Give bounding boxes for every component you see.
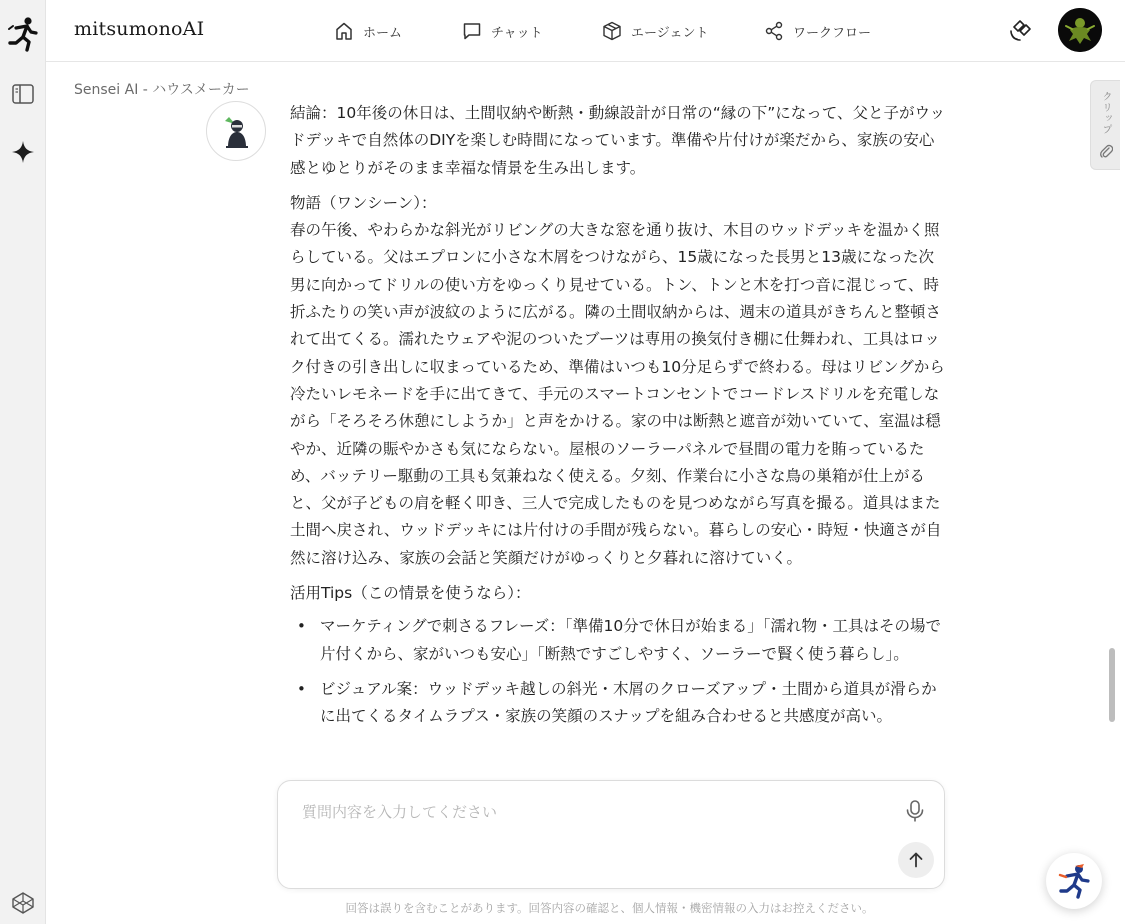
home-icon [334, 21, 354, 41]
app-title[interactable]: mitsumonoAI [74, 18, 205, 40]
user-avatar[interactable] [1058, 8, 1102, 52]
story-heading: 物語（ワンシーン）： [290, 193, 437, 212]
assistant-message [290, 100, 946, 731]
nav-home-label: ホーム [363, 25, 403, 41]
list-item: • マーケティングで刺さるフレーズ：「準備10分で休日が始まる」「濡れ物・工具はその場で片付くから、家がいつも安心」「断熱ですごしやすく、ソーラーで賢く使う暮らし」。 [290, 613, 946, 668]
list-item: • ビジュアル案：ウッドデッキ越しの斜光・木屑のクローズアップ・土間から道具が滑らかに出てくるタイムラプス・家族の笑顔のスナップを組み合わせると共感度が高い。 [290, 676, 946, 731]
assistant-fab-button[interactable] [1046, 853, 1102, 909]
arrow-up-icon [907, 851, 925, 869]
scrollbar-thumb[interactable] [1109, 648, 1115, 722]
content-scrollbar[interactable] [1106, 62, 1119, 770]
sidebar-toggle-icon[interactable] [0, 84, 46, 104]
left-rail [0, 0, 46, 924]
nav-workflow[interactable] [764, 0, 871, 62]
clip-tab-label: クリップ [1100, 91, 1111, 135]
share-nodes-icon [764, 21, 784, 41]
tips-heading: 活用Tips（この情景を使うなら）： [290, 584, 531, 603]
nav-chat[interactable] [462, 0, 543, 62]
nav-home[interactable] [334, 0, 402, 62]
bot-avatar [206, 101, 266, 161]
tips-list [290, 613, 946, 730]
conclusion-text: 結論：10年後の休日は、土間収納や断熱・動線設計が日常の“縁の下”になって、父と子がウッドデッキで自然体のDIYを楽しむ時間になっています。準備や片付けが楽だから、家族の安心感とゆとりがそのまま幸福な情景を生み出します。 [290, 104, 946, 177]
story-text: 春の午後、やわらかな斜光がリビングの大きな窓を通り抜け、木目のウッドデッキを温かく照らしている。父はエプロンに小さな木屑をつけながら、15歳になった長男と13歳になった次男に向かってドリルの使い方をゆっくり見せている。トン、トンと木を打つ音に混じって、時折ふたりの笑い声が波紋のように広がる。隣の土間収納からは、週末の道具がきちんと整頓されて出てくる。濡れたウェアや泥のついたブーツは専用の換気付き棚に仕舞われ、工具はロック付きの引き出しに収まっているため、準備はいつも10分足らずで終わる。母はリビングから冷たいレモネードを手に出てきて、手元のスマートコンセントでコードレスドリルを充電しながら「そろそろ休憩にしようか」と声をかける。家の中は断熱と遮音が効いていて、室温は穏やか、近隣の賑やかさも気にならない。屋根のソーラーパネルで昼間の電力を賄っているため、バッテリー駆動の工具も気兼ねなく使える。夕刻、作業台に小さな鳥の巣箱が仕上がると、父が子どもの肩を軽く叩き、三人で完成したものを見つめながら写真を撮る。道具はまた土間へ戻され、ウッドデッキには片付けの手間が残らない。暮らしの安心・時短・快適さが自然に溶け込み、家族の会話と笑顔だけがゆっくりと夕暮れに溶けていく。 [290, 221, 945, 567]
nav-chat-label: チャット [491, 25, 543, 41]
send-button[interactable] [898, 842, 934, 878]
disclaimer-text: 回答は誤りを含むことがあります。回答内容の確認と、個人情報・機密情報の入力はお控えください。 [345, 901, 874, 915]
question-input[interactable] [302, 799, 862, 825]
message-scroll-area[interactable] [290, 100, 946, 772]
microphone-icon[interactable] [904, 799, 926, 827]
nav-agent-label: エージェント [631, 25, 709, 41]
runner-logo-icon[interactable] [0, 16, 46, 52]
nav-agent[interactable] [602, 0, 708, 62]
agent-name: Sensei AI - ハウスメーカー [74, 82, 250, 98]
nav-workflow-label: ワークフロー [793, 25, 872, 41]
chat-input-box [277, 780, 945, 889]
sparkle-icon[interactable] [0, 140, 46, 164]
satellite-icon[interactable] [1008, 17, 1034, 47]
top-header [46, 0, 1125, 62]
ninja-runner-icon [1056, 863, 1092, 899]
cube-icon [602, 21, 622, 41]
chat-icon [462, 21, 482, 41]
